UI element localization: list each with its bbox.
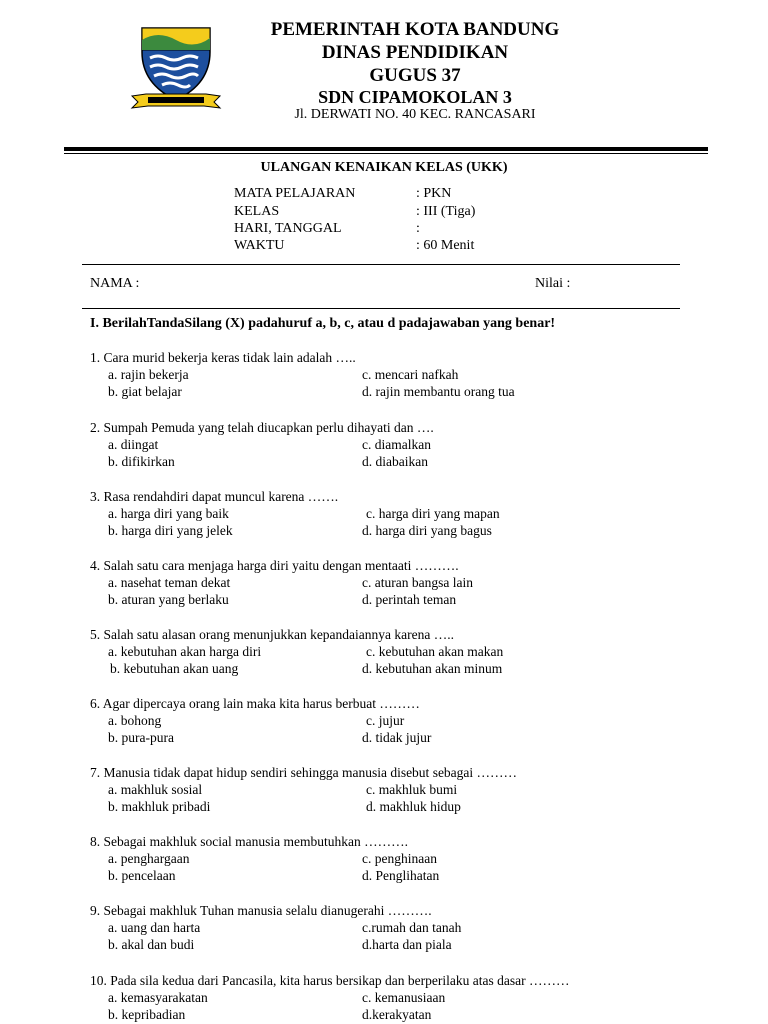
header-address: Jl. DERWATI NO. 40 KEC. RANCASARI bbox=[294, 107, 536, 122]
option-c: c.rumah dan tanah bbox=[362, 920, 462, 935]
option-c: c. aturan bangsa lain bbox=[362, 575, 473, 590]
header-divider-thin bbox=[64, 153, 708, 154]
meta-value: : bbox=[416, 221, 420, 236]
score-label: Nilai : bbox=[535, 276, 571, 291]
option-b: b. pura-pura bbox=[108, 730, 174, 745]
question-text: 6. Agar dipercaya orang lain maka kita harus berbuat ……… bbox=[90, 696, 420, 711]
option-b: b. akal dan budi bbox=[108, 937, 195, 952]
option-d: d.harta dan piala bbox=[362, 937, 452, 952]
meta-label: KELAS bbox=[234, 204, 280, 219]
meta-value: : PKN bbox=[416, 186, 452, 201]
option-b: b. aturan yang berlaku bbox=[108, 592, 229, 607]
question-text: 10. Pada sila kedua dari Pancasila, kita harus bersikap dan berperilaku atas dasar ……… bbox=[90, 973, 570, 988]
meta-value: : 60 Menit bbox=[416, 238, 475, 253]
question-text: 8. Sebagai makhluk social manusia membutuhkan ………. bbox=[90, 834, 408, 849]
option-c: c. kebutuhan akan makan bbox=[366, 644, 504, 659]
option-d: d. rajin membantu orang tua bbox=[362, 384, 515, 399]
option-a: a. makhluk sosial bbox=[108, 782, 203, 797]
meta-label: MATA PELAJARAN bbox=[234, 186, 356, 201]
header-school: SDN CIPAMOKOLAN 3 bbox=[318, 87, 512, 107]
question-text: 1. Cara murid bekerja keras tidak lain adalah ….. bbox=[90, 350, 356, 365]
option-d: d.kerakyatan bbox=[362, 1007, 432, 1022]
option-d: d. harga diri yang bagus bbox=[362, 523, 492, 538]
name-box-bottom-rule bbox=[82, 308, 680, 309]
meta-value: : III (Tiga) bbox=[416, 204, 476, 219]
option-b: b. makhluk pribadi bbox=[108, 799, 211, 814]
name-label: NAMA : bbox=[90, 276, 140, 291]
header-divider bbox=[64, 147, 708, 151]
option-c: c. mencari nafkah bbox=[362, 367, 459, 382]
option-a: a. bohong bbox=[108, 713, 162, 728]
option-a: a. kemasyarakatan bbox=[108, 990, 208, 1005]
option-d: d. Penglihatan bbox=[362, 868, 440, 883]
exam-title: ULANGAN KENAIKAN KELAS (UKK) bbox=[260, 160, 508, 175]
option-c: c. jujur bbox=[366, 713, 405, 728]
option-a: a. penghargaan bbox=[108, 851, 190, 866]
question-text: 9. Sebagai makhluk Tuhan manusia selalu dianugerahi ………. bbox=[90, 903, 432, 918]
bandung-city-emblem-icon bbox=[128, 22, 224, 112]
option-a: a. uang dan harta bbox=[108, 920, 201, 935]
question-text: 3. Rasa rendahdiri dapat muncul karena ……. bbox=[90, 489, 339, 504]
option-d: d. makhluk hidup bbox=[366, 799, 461, 814]
name-box-top-rule bbox=[82, 264, 680, 265]
option-d: d. diabaikan bbox=[362, 454, 428, 469]
option-a: a. rajin bekerja bbox=[108, 367, 189, 382]
question-text: 4. Salah satu cara menjaga harga diri yaitu dengan mentaati ………. bbox=[90, 558, 459, 573]
instruction: I. BerilahTandaSilang (X) padahuruf a, b, c, atau d padajawaban yang benar! bbox=[90, 316, 556, 331]
option-c: c. kemanusiaan bbox=[362, 990, 446, 1005]
header-department: DINAS PENDIDIKAN bbox=[321, 42, 509, 63]
option-d: d. perintah teman bbox=[362, 592, 457, 607]
option-b: b. giat belajar bbox=[108, 384, 182, 399]
option-b: b. kebutuhan akan uang bbox=[110, 661, 239, 676]
option-c: c. makhluk bumi bbox=[366, 782, 458, 797]
option-b: b. kepribadian bbox=[108, 1007, 186, 1022]
option-b: b. harga diri yang jelek bbox=[108, 523, 233, 538]
option-c: c. diamalkan bbox=[362, 437, 431, 452]
option-d: d. kebutuhan akan minum bbox=[362, 661, 503, 676]
header-government: PEMERINTAH KOTA BANDUNG bbox=[270, 19, 560, 40]
option-b: b. pencelaan bbox=[108, 868, 176, 883]
question-text: 5. Salah satu alasan orang menunjukkan kepandaiannya karena ….. bbox=[90, 627, 454, 642]
option-a: a. nasehat teman dekat bbox=[108, 575, 231, 590]
meta-label: HARI, TANGGAL bbox=[234, 221, 342, 236]
header-cluster: GUGUS 37 bbox=[369, 65, 461, 86]
meta-label: WAKTU bbox=[234, 238, 285, 253]
option-c: c. penghinaan bbox=[362, 851, 437, 866]
option-d: d. tidak jujur bbox=[362, 730, 432, 745]
option-b: b. difikirkan bbox=[108, 454, 175, 469]
option-a: a. diingat bbox=[108, 437, 159, 452]
option-c: c. harga diri yang mapan bbox=[366, 506, 500, 521]
option-a: a. kebutuhan akan harga diri bbox=[108, 644, 262, 659]
question-text: 7. Manusia tidak dapat hidup sendiri sehingga manusia disebut sebagai ……… bbox=[90, 765, 518, 780]
option-a: a. harga diri yang baik bbox=[108, 506, 229, 521]
question-text: 2. Sumpah Pemuda yang telah diucapkan perlu dihayati dan …. bbox=[90, 420, 434, 435]
